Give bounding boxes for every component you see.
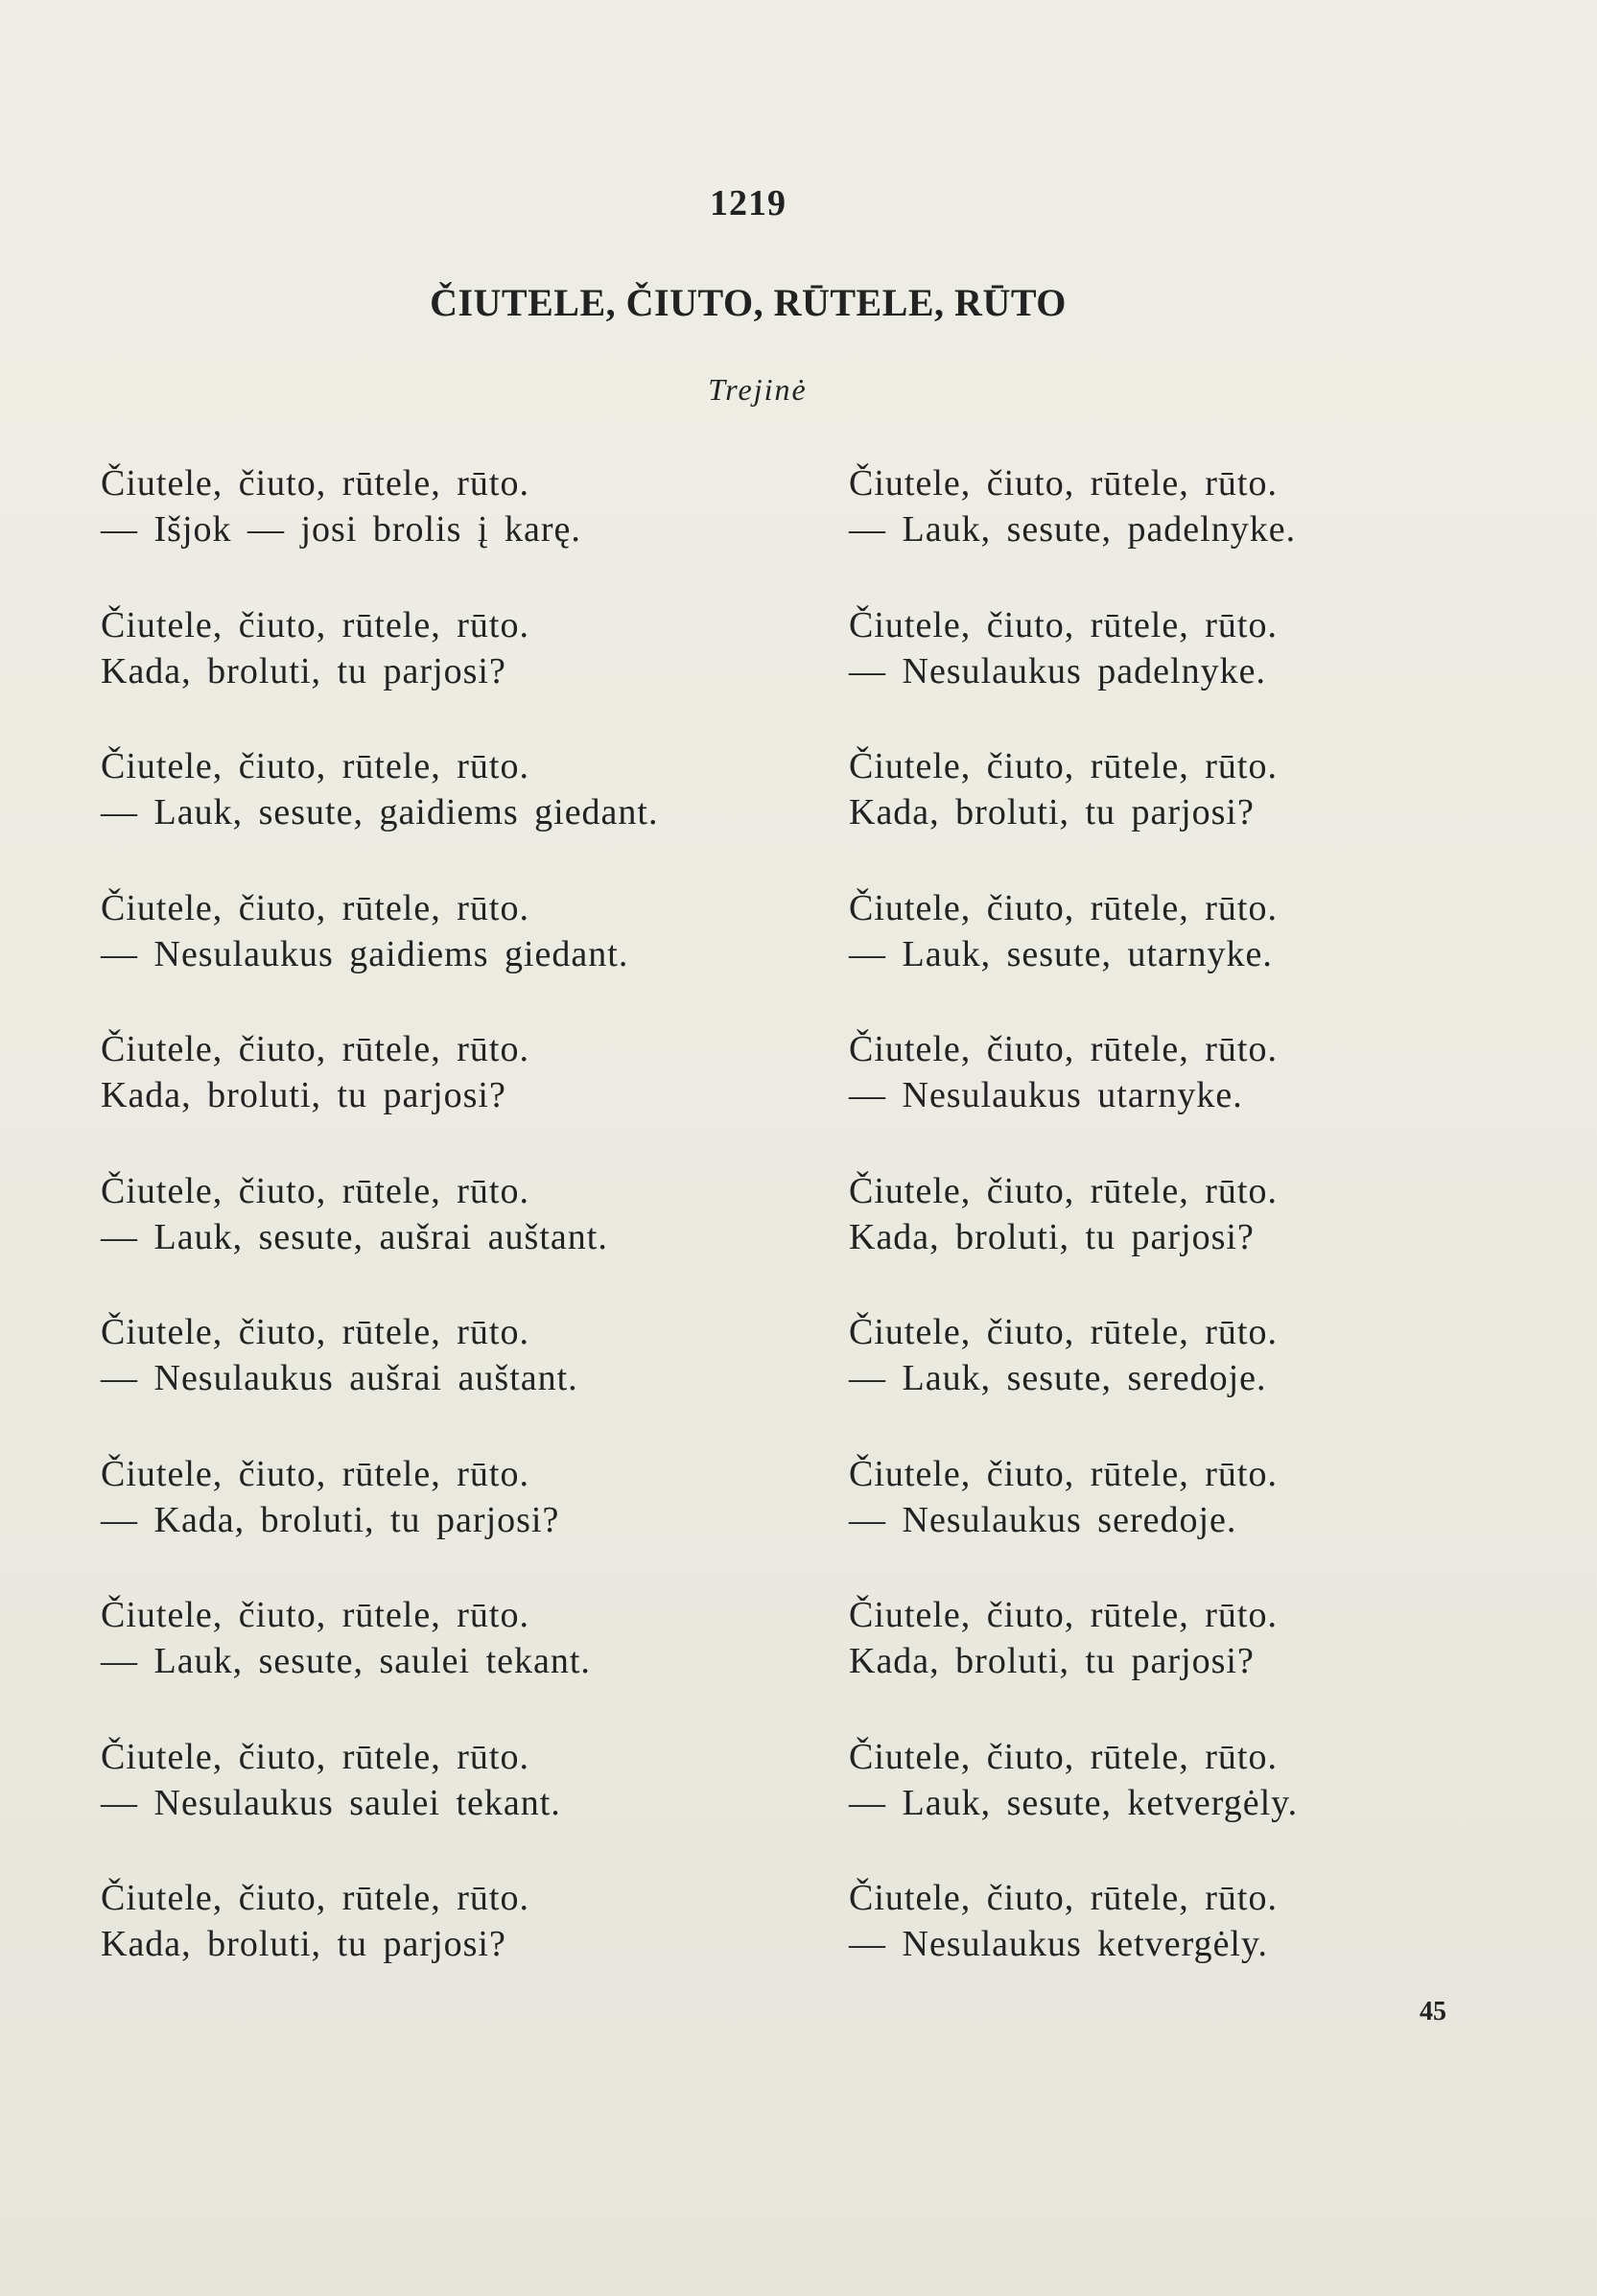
stanza-line: Kada, broluti, tu parjosi? (101, 1075, 506, 1115)
stanza-line: Čiutele, čiuto, rūtele, rūto. (101, 1878, 529, 1918)
stanza (849, 460, 1463, 602)
stanza (849, 1309, 1463, 1451)
stanza-line: — Nesulaukus aušrai auštant. (101, 1358, 578, 1398)
right-column (849, 460, 1463, 2017)
stanza-line: Čiutele, čiuto, rūtele, rūto. (849, 1878, 1278, 1918)
stanza-line: — Nesulaukus padelnyke. (849, 650, 1266, 691)
stanza (849, 1875, 1463, 2017)
stanza-line: Čiutele, čiuto, rūtele, rūto. (849, 463, 1278, 504)
stanza-line: Čiutele, čiuto, rūtele, rūto. (849, 604, 1278, 645)
stanza-line: Čiutele, čiuto, rūtele, rūto. (101, 1453, 529, 1494)
stanza (101, 1309, 715, 1451)
stanza-line: Čiutele, čiuto, rūtele, rūto. (101, 1029, 529, 1069)
stanza-line: — Lauk, sesute, seredoje. (849, 1358, 1267, 1398)
stanza (101, 1168, 715, 1310)
song-title: ČIUTELE, ČIUTO, RŪTELE, RŪTO (430, 281, 1067, 324)
stanza (101, 602, 715, 744)
stanza (849, 1592, 1463, 1734)
stanza-line: Čiutele, čiuto, rūtele, rūto. (101, 1736, 529, 1777)
stanza-line: — Išjok — josi brolis į karę. (101, 509, 581, 550)
stanza-line: — Nesulaukus utarnyke. (849, 1075, 1243, 1115)
stanza-line: — Lauk, sesute, gaidiems giedant. (101, 792, 659, 832)
stanza-line: Čiutele, čiuto, rūtele, rūto. (849, 887, 1278, 928)
stanza-line: — Nesulaukus saulei tekant. (101, 1782, 561, 1823)
stanza-line: Kada, broluti, tu parjosi? (849, 1216, 1255, 1257)
stanza-line: — Lauk, sesute, padelnyke. (849, 509, 1297, 550)
stanza-line: Čiutele, čiuto, rūtele, rūto. (101, 887, 529, 928)
stanza-line: Kada, broluti, tu parjosi? (849, 1641, 1255, 1681)
stanza-line: Čiutele, čiuto, rūtele, rūto. (849, 1736, 1278, 1777)
stanza-line: Čiutele, čiuto, rūtele, rūto. (101, 604, 529, 645)
stanza-line: — Nesulaukus gaidiems giedant. (101, 933, 629, 974)
stanza-line: Kada, broluti, tu parjosi? (849, 792, 1255, 832)
stanza (101, 743, 715, 885)
stanza-line: Čiutele, čiuto, rūtele, rūto. (849, 746, 1278, 786)
stanza (101, 885, 715, 1027)
stanza-line: Čiutele, čiuto, rūtele, rūto. (101, 1170, 529, 1211)
stanza (101, 1451, 715, 1593)
stanza (101, 1734, 715, 1876)
stanza (101, 1026, 715, 1168)
song-subtitle: Trejinė (708, 372, 808, 407)
stanza (849, 885, 1463, 1027)
stanza-line: — Lauk, sesute, saulei tekant. (101, 1641, 591, 1681)
stanza (849, 743, 1463, 885)
stanza (849, 602, 1463, 744)
stanza-line: Kada, broluti, tu parjosi? (101, 650, 506, 691)
stanza (849, 1026, 1463, 1168)
stanza-line: Čiutele, čiuto, rūtele, rūto. (101, 463, 529, 504)
stanza-line: — Kada, broluti, tu parjosi? (101, 1499, 560, 1540)
stanza (849, 1451, 1463, 1593)
song-number: 1219 (710, 183, 787, 223)
stanza-line: Čiutele, čiuto, rūtele, rūto. (101, 1312, 529, 1352)
stanza-line: Čiutele, čiuto, rūtele, rūto. (849, 1029, 1278, 1069)
stanza-line: Čiutele, čiuto, rūtele, rūto. (849, 1453, 1278, 1494)
stanza-line: Čiutele, čiuto, rūtele, rūto. (101, 1595, 529, 1635)
stanza-line: Čiutele, čiuto, rūtele, rūto. (101, 746, 529, 786)
stanza (101, 1875, 715, 2017)
stanza-line: — Lauk, sesute, ketvergėly. (849, 1782, 1299, 1823)
stanza-line: Kada, broluti, tu parjosi? (101, 1924, 506, 1964)
stanza-line: — Nesulaukus ketvergėly. (849, 1924, 1269, 1964)
page-number: 45 (1420, 1997, 1446, 2027)
stanza-line: Čiutele, čiuto, rūtele, rūto. (849, 1595, 1278, 1635)
stanza-line: Čiutele, čiuto, rūtele, rūto. (849, 1312, 1278, 1352)
stanza-line: — Nesulaukus seredoje. (849, 1499, 1237, 1540)
stanza-line: — Lauk, sesute, aušrai auštant. (101, 1216, 608, 1257)
stanza (849, 1734, 1463, 1876)
stanza (849, 1168, 1463, 1310)
stanza (101, 460, 715, 602)
stanza-line: — Lauk, sesute, utarnyke. (849, 933, 1273, 974)
left-column (101, 460, 715, 2017)
stanza (101, 1592, 715, 1734)
stanza-line: Čiutele, čiuto, rūtele, rūto. (849, 1170, 1278, 1211)
